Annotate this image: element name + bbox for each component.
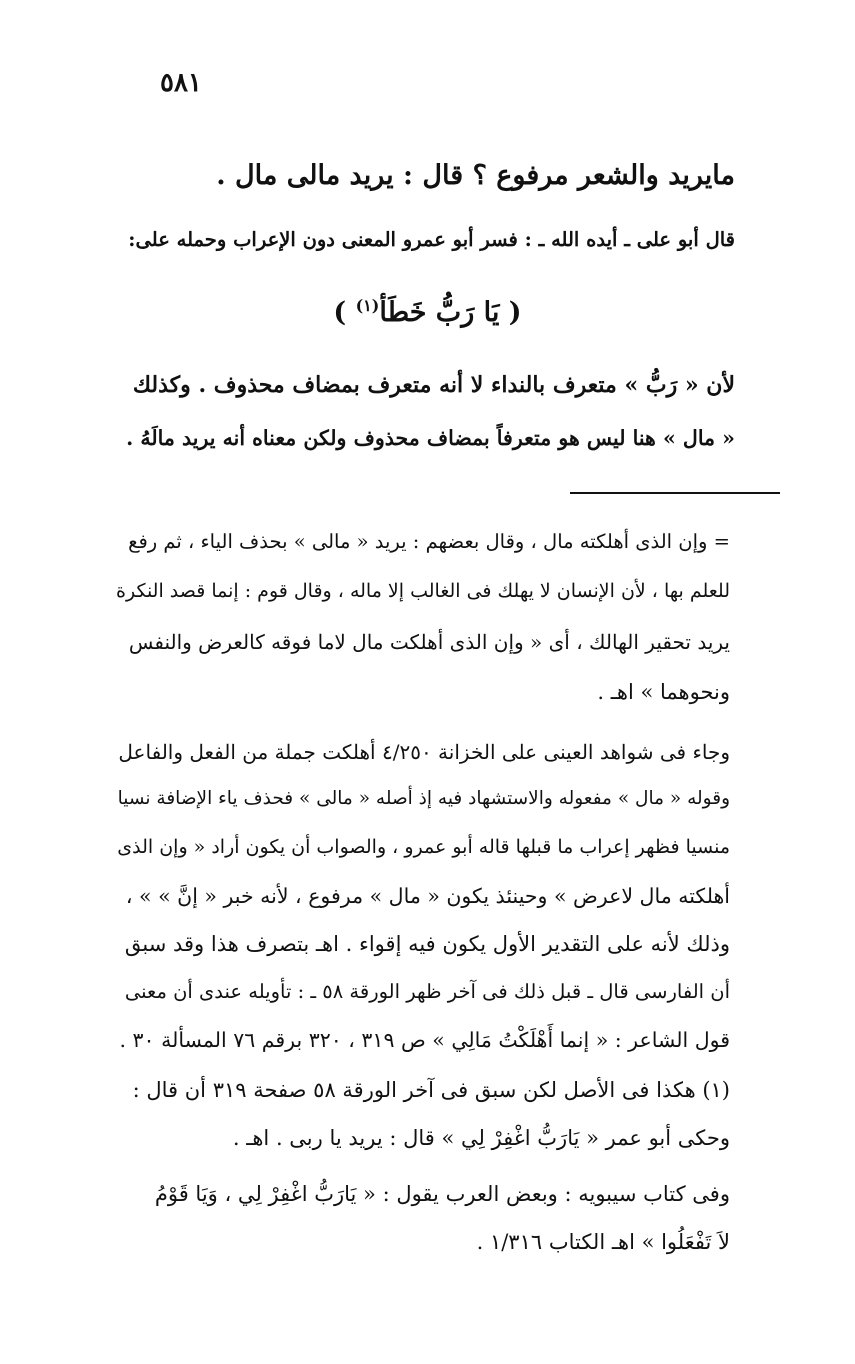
footnote-line: قول الشاعر : « إنما أَهْلَكْتُ مَالِي » ص ٣١٩ ، ٣٢٠ برقم ٧٦ المسألة ٣٠ . xyxy=(119,1028,730,1052)
footnote-line: وذلك لأنه على التقدير الأول يكون فيه إقواء . اهـ بتصرف هذا وقد سبق xyxy=(124,932,730,956)
footnote-line: وفى كتاب سيبويه : وبعض العرب يقول : « يَارَبُّ اغْفِرْ لِي ، وَيَا قَوْمُ xyxy=(154,1182,730,1206)
footnote-line: وجاء فى شواهد العينى على الخزانة ٤/٢٥٠ أهلكت جملة من الفعل والفاعل xyxy=(118,740,730,764)
footnote-line: وقوله « مال » مفعوله والاستشهاد فيه إذ أصله « مالى » فحذف ياء الإضافة نسيا xyxy=(117,788,730,809)
main-text-line-1: مايريد والشعر مرفوع ؟ قال : يريد مالى مال . xyxy=(216,160,735,191)
footnote-line: يريد تحقير الهالك ، أى « وإن الذى أهلكت مال لاما فوقه كالعرض والنفس xyxy=(128,630,730,654)
verse-quote xyxy=(0,296,855,328)
footnote-line: (١) هكذا فى الأصل لكن سبق فى آخر الورقة ٥٨ صفحة ٣١٩ أن قال : xyxy=(132,1078,730,1102)
footnote-line: أن الفارسى قال ـ قبل ذلك فى آخر ظهر الورقة ٥٨ ـ : تأويله عندى أن معنى xyxy=(124,980,730,1003)
page-number: ٥٨١ xyxy=(160,68,202,98)
footnote-line: ونحوهما » اهـ . xyxy=(597,680,730,704)
main-text-line-4: « مال » هنا ليس هو متعرفاً بمضاف محذوف ولكن معناه أنه يريد مالَهُ . xyxy=(126,426,735,450)
footnote-line: وحكى أبو عمر « يَارَبُّ اغْفِرْ لِي » قال : يريد يا ربى . اهـ . xyxy=(232,1126,730,1150)
footnote-ref: (١) xyxy=(355,296,380,315)
footnote-line: = وإن الذى أهلكته مال ، وقال بعضهم : يريد « مالى » بحذف الياء ، ثم رفع xyxy=(128,530,730,553)
footnote-line: لاَ تَفْعَلُوا » اهـ الكتاب ١/٣١٦ . xyxy=(476,1230,730,1254)
main-text-line-2: قال أبو على ـ أيده الله ـ : فسر أبو عمرو المعنى دون الإعراب وحمله على: xyxy=(128,228,735,251)
footnote-line: منسيا فظهر إعراب ما قبلها قاله أبو عمرو ، والصواب أن يكون أراد « وإن الذى xyxy=(117,836,730,858)
verse-text: ( يَا رَبُّ خَطَأ xyxy=(379,297,522,328)
footnote-divider xyxy=(570,492,780,494)
footnote-line: للعلم بها ، لأن الإنسان لا يهلك فى الغالب إلا ماله ، وقال قوم : إنما قصد النكرة xyxy=(116,580,730,602)
verse-close: ) xyxy=(333,297,356,328)
footnote-line: أهلكته مال لاعرض » وحينئذ يكون « مال » مرفوع ، لأنه خبر « إنَّ » » ، xyxy=(125,884,730,908)
main-text-line-3: لأن « رَبُّ » متعرف بالنداء لا أنه متعرف بمضاف محذوف . وكذلك xyxy=(132,372,735,398)
